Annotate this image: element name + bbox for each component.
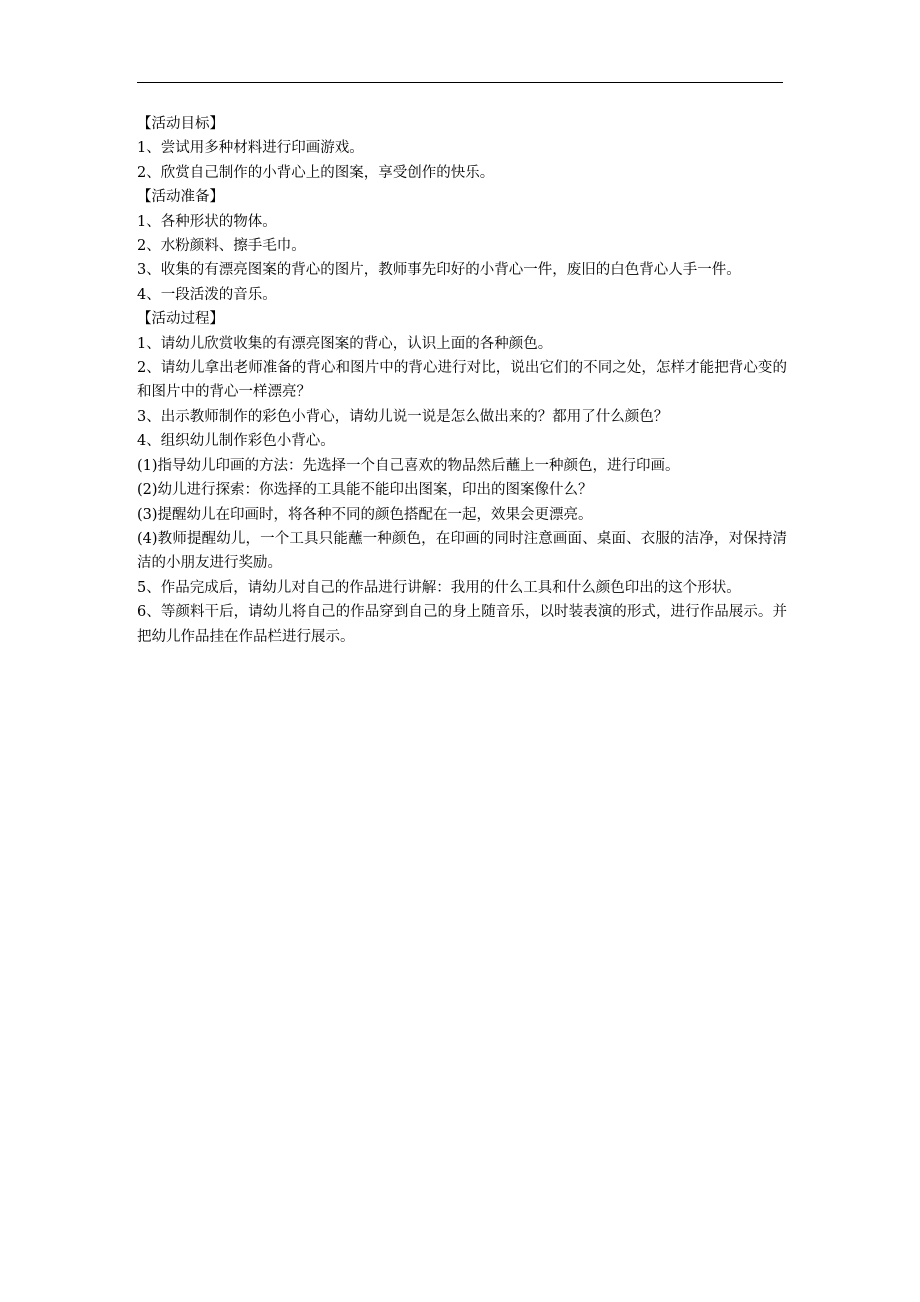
process-step: 1、请幼儿欣赏收集的有漂亮图案的背心，认识上面的各种颜色。	[137, 335, 553, 352]
process-step: 4、组织幼儿制作彩色小背心。	[137, 433, 335, 450]
goal-item: 1、尝试用多种材料进行印画游戏。	[137, 140, 364, 157]
process-substep: (1)指导幼儿印画的方法：先选择一个自己喜欢的物品然后蘸上一种颜色，进行印画。	[137, 457, 680, 474]
process-substep: (3)提醒幼儿在印画时，将各种不同的颜色搭配在一起，效果会更漂亮。	[137, 506, 593, 523]
document-body	[137, 112, 787, 649]
section-heading-process: 【活动过程】	[137, 311, 224, 328]
preparation-item: 2、水粉颜料、擦手毛巾。	[137, 238, 306, 255]
process-step: 2、请幼儿拿出老师准备的背心和图片中的背心进行对比，说出它们的不同之处，怎样才能把背心变的和图片中的背心一样漂亮？	[137, 360, 787, 401]
preparation-item: 3、收集的有漂亮图案的背心的图片，教师事先印好的小背心一件，废旧的白色背心人手一件。	[137, 262, 741, 279]
section-heading-preparation: 【活动准备】	[137, 189, 224, 206]
section-heading-goals: 【活动目标】	[137, 116, 224, 132]
goal-item: 2、欣赏自己制作的小背心上的图案，享受创作的快乐。	[137, 164, 495, 181]
process-step: 5、作品完成后，请幼儿对自己的作品进行讲解：我用的什么工具和什么颜色印出的这个形状。	[137, 579, 741, 596]
header-rule	[137, 82, 783, 83]
process-step: 3、出示教师制作的彩色小背心，请幼儿说一说是怎么做出来的？都用了什么颜色？	[137, 408, 669, 425]
preparation-item: 1、各种形状的物体。	[137, 213, 277, 230]
process-substep: (2)幼儿进行探索：你选择的工具能不能印出图案，印出的图案像什么？	[137, 482, 593, 499]
preparation-item: 4、一段活泼的音乐。	[137, 286, 277, 303]
process-step: 6、等颜料干后，请幼儿将自己的作品穿到自己的身上随音乐，以时装表演的形式，进行作品展示。并把幼儿作品挂在作品栏进行展示。	[137, 604, 787, 645]
process-substep: (4)教师提醒幼儿，一个工具只能蘸一种颜色，在印画的同时注意画面、桌面、衣服的洁净，对保持清洁的小朋友进行奖励。	[137, 530, 787, 572]
